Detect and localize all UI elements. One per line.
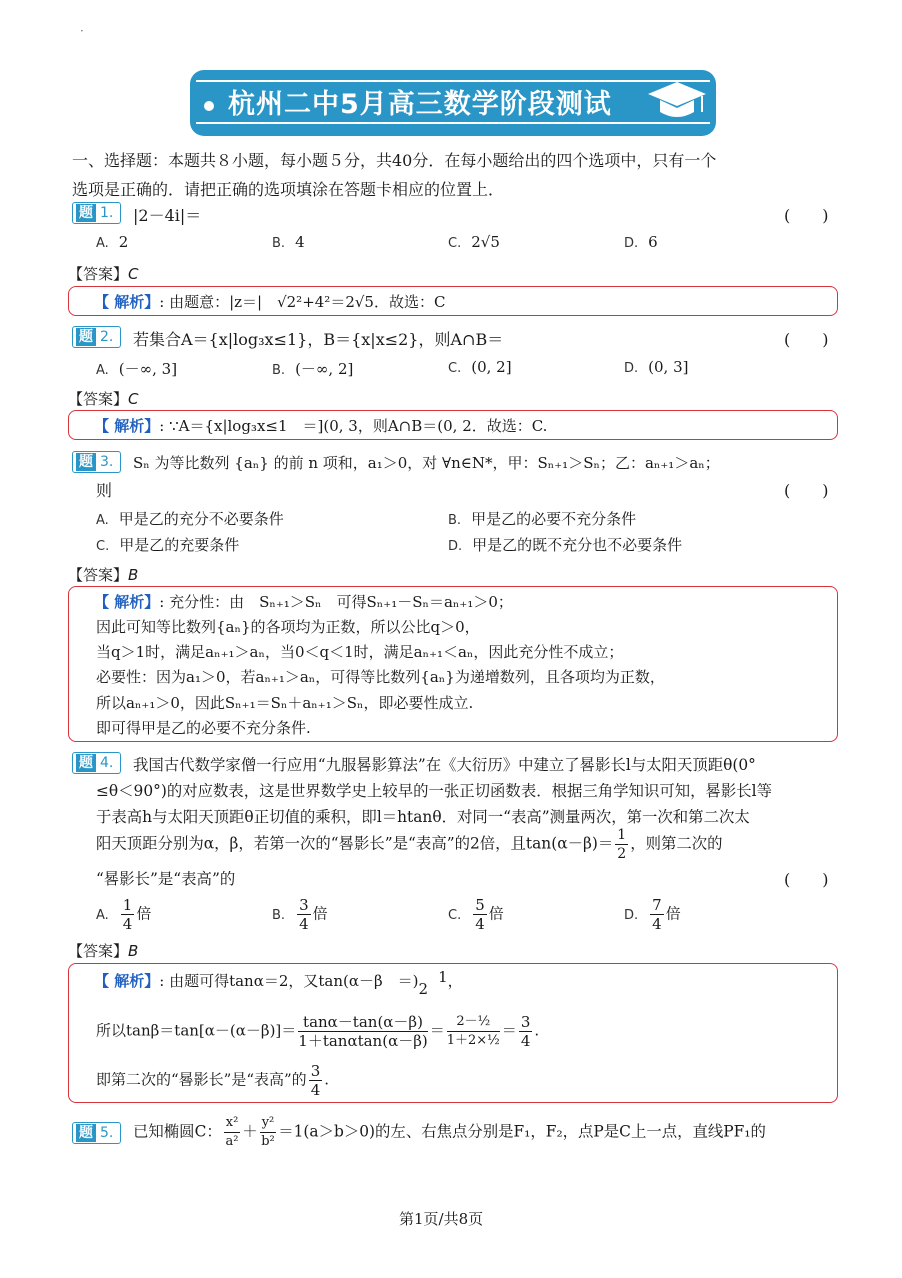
q3-stem-line1: Sₙ 为等比数列 {aₙ} 的前 n 项和，a₁＞0，对 ∀n∈N*，甲：Sₙ₊₁＞Sₙ；乙：aₙ₊₁＞aₙ； <box>133 454 720 472</box>
graduation-cap-icon <box>646 76 708 128</box>
q3-option-c: C. 甲是乙的充要条件 <box>96 536 240 554</box>
q3-analysis-line5: 所以aₙ₊₁＞0，因此Sₙ₊₁＝Sₙ＋aₙ₊₁＞Sₙ，即必要性成立. <box>96 694 474 712</box>
page-footer: 第1页/共8页 <box>399 1210 484 1228</box>
section-intro-line2: 选项是正确的．请把正确的选项填涂在答题卡相应的位置上． <box>72 180 505 199</box>
q3-analysis-line1: 【 解析】: 充分性：由 Sₙ₊₁＞Sₙ 可得Sₙ₊₁－Sₙ＝aₙ₊₁＞0； <box>94 593 513 611</box>
banner-dot <box>204 101 214 111</box>
q2-answer-paren: ( ) <box>784 330 829 349</box>
q4-stem-line1: 我国古代数学家僧一行应用“九服晷影算法”在《大衍历》中建立了晷影长l与太阳天顶距θ(0° <box>133 756 756 774</box>
q1-option-d: D. 6 <box>624 233 658 251</box>
q4-option-d: D. $\frac{7}{4}$ 倍 <box>624 896 681 933</box>
q2-option-c: C. (0, 2] <box>448 358 512 376</box>
q3-analysis-line3: 当q＞1时，满足aₙ₊₁＞aₙ，当0＜q＜1时，满足aₙ₊₁＜aₙ，因此充分性不成立； <box>96 643 624 661</box>
q1-option-a: A. 2 <box>96 233 129 251</box>
q3-answer-paren: ( ) <box>784 481 829 500</box>
q1-option-b: B. 4 <box>272 233 305 251</box>
q4-answer: 【答案】B <box>68 942 139 960</box>
q4-analysis-line3: 即第二次的“晷影长”是“表高”的 $\frac{3}{4}$ . <box>96 1062 330 1099</box>
q4-answer-paren: ( ) <box>784 870 829 889</box>
q4-stem-line2: ≤θ＜90°)的对应数表，这是世界数学史上较早的一张正切函数表．根据三角学知识可知，晷影长l等 <box>96 782 772 800</box>
q3-stem-line2: 则 <box>96 481 113 500</box>
q3-option-d: D. 甲是乙的既不充分也不必要条件 <box>448 536 683 554</box>
question-badge-1: 题 1. <box>72 202 121 224</box>
q2-analysis: 【 解析】: ∵A＝{x|log₃x≤1 ＝](0, 3，则A∩B＝(0, 2．故选：C. <box>94 417 548 435</box>
q3-option-b: B. 甲是乙的必要不充分条件 <box>448 510 637 528</box>
q3-option-a: A. 甲是乙的充分不必要条件 <box>96 510 284 528</box>
q3-analysis-line2: 因此可知等比数列{aₙ}的各项均为正数，所以公比q＞0， <box>96 618 480 636</box>
q4-analysis-line2: 所以tanβ＝tan[α－(α－β)]＝ $\frac{\tan\alpha-\tan(\alpha-\beta)}{1+\tan\alpha\tan(\alpha-\beta)}$ ＝ $\frac{\text{2－½}}{\text{1＋2×½}}$ ＝ $\frac{3}{4}$ . <box>96 1013 540 1050</box>
q1-answer-paren: ( ) <box>784 206 829 225</box>
q4-option-b: B. $\frac{3}{4}$ 倍 <box>272 896 328 933</box>
q1-analysis: 【 解析】: 由题意：|z＝| √2²+4²＝2√5．故选：C <box>94 293 446 311</box>
q1-answer: 【答案】C <box>68 265 139 283</box>
q4-stem-line5: “晷影长”是“表高”的 <box>96 870 236 888</box>
q2-option-b: B. (－∞, 2] <box>272 360 354 378</box>
q2-answer: 【答案】C <box>68 390 139 408</box>
question-badge-3: 题 3. <box>72 451 121 473</box>
q2-option-a: A. (－∞, 3] <box>96 360 178 378</box>
page-title: 杭州二中5月高三数学阶段测试 <box>228 89 612 120</box>
q4-analysis-line1: 【 解析】: 由题可得tanα＝2，又tan(α－β ＝)21， <box>94 968 463 998</box>
q1-option-c: C. 2√5 <box>448 233 500 251</box>
q3-answer: 【答案】B <box>68 566 139 584</box>
title-banner <box>190 70 716 136</box>
q4-option-c: C. $\frac{5}{4}$ 倍 <box>448 896 504 933</box>
corner-mark: · <box>80 24 84 38</box>
q1-stem: |2－4i|＝ <box>133 206 202 225</box>
q5-stem: 已知椭圆C： $\frac{\text{x²}}{\text{a²}}$ ＋ $\frac{\text{y²}}{\text{b²}}$ ＝1(a＞b＞0)的左、右焦点分别是F₁，F₂，点P是C上一点，直线PF₁的 <box>133 1115 766 1149</box>
question-badge-2: 题 2. <box>72 326 121 348</box>
q2-option-d: D. (0, 3] <box>624 358 689 376</box>
question-badge-5: 题 5. <box>72 1122 121 1144</box>
q4-option-a: A. $\frac{1}{4}$ 倍 <box>96 896 152 933</box>
question-badge-4: 题 4. <box>72 752 121 774</box>
q4-stem-line3: 于表高h与太阳天顶距θ正切值的乘积，即l＝htanθ．对同一“表高”测量两次，第一次和第二次太 <box>96 808 750 826</box>
q3-analysis-line6: 即可得甲是乙的必要不充分条件. <box>96 719 311 737</box>
section-intro-line1: 一、选择题：本题共８小题，每小题５分，共40分．在每小题给出的四个选项中，只有一个 <box>72 151 717 170</box>
q3-analysis-line4: 必要性：因为a₁＞0，若aₙ₊₁＞aₙ，可得等比数列{aₙ}为递增数列，且各项均为正数， <box>96 668 665 686</box>
q2-stem: 若集合A＝{x|log₃x≤1}，B＝{x|x≤2}，则A∩B＝ <box>133 330 504 349</box>
q4-stem-line4: 阳天顶距分别为α，β，若第一次的“晷影长”是“表高”的2倍，且tan(α－β)＝ $\frac{1}{2}$ ，则第二次的 <box>96 827 723 862</box>
